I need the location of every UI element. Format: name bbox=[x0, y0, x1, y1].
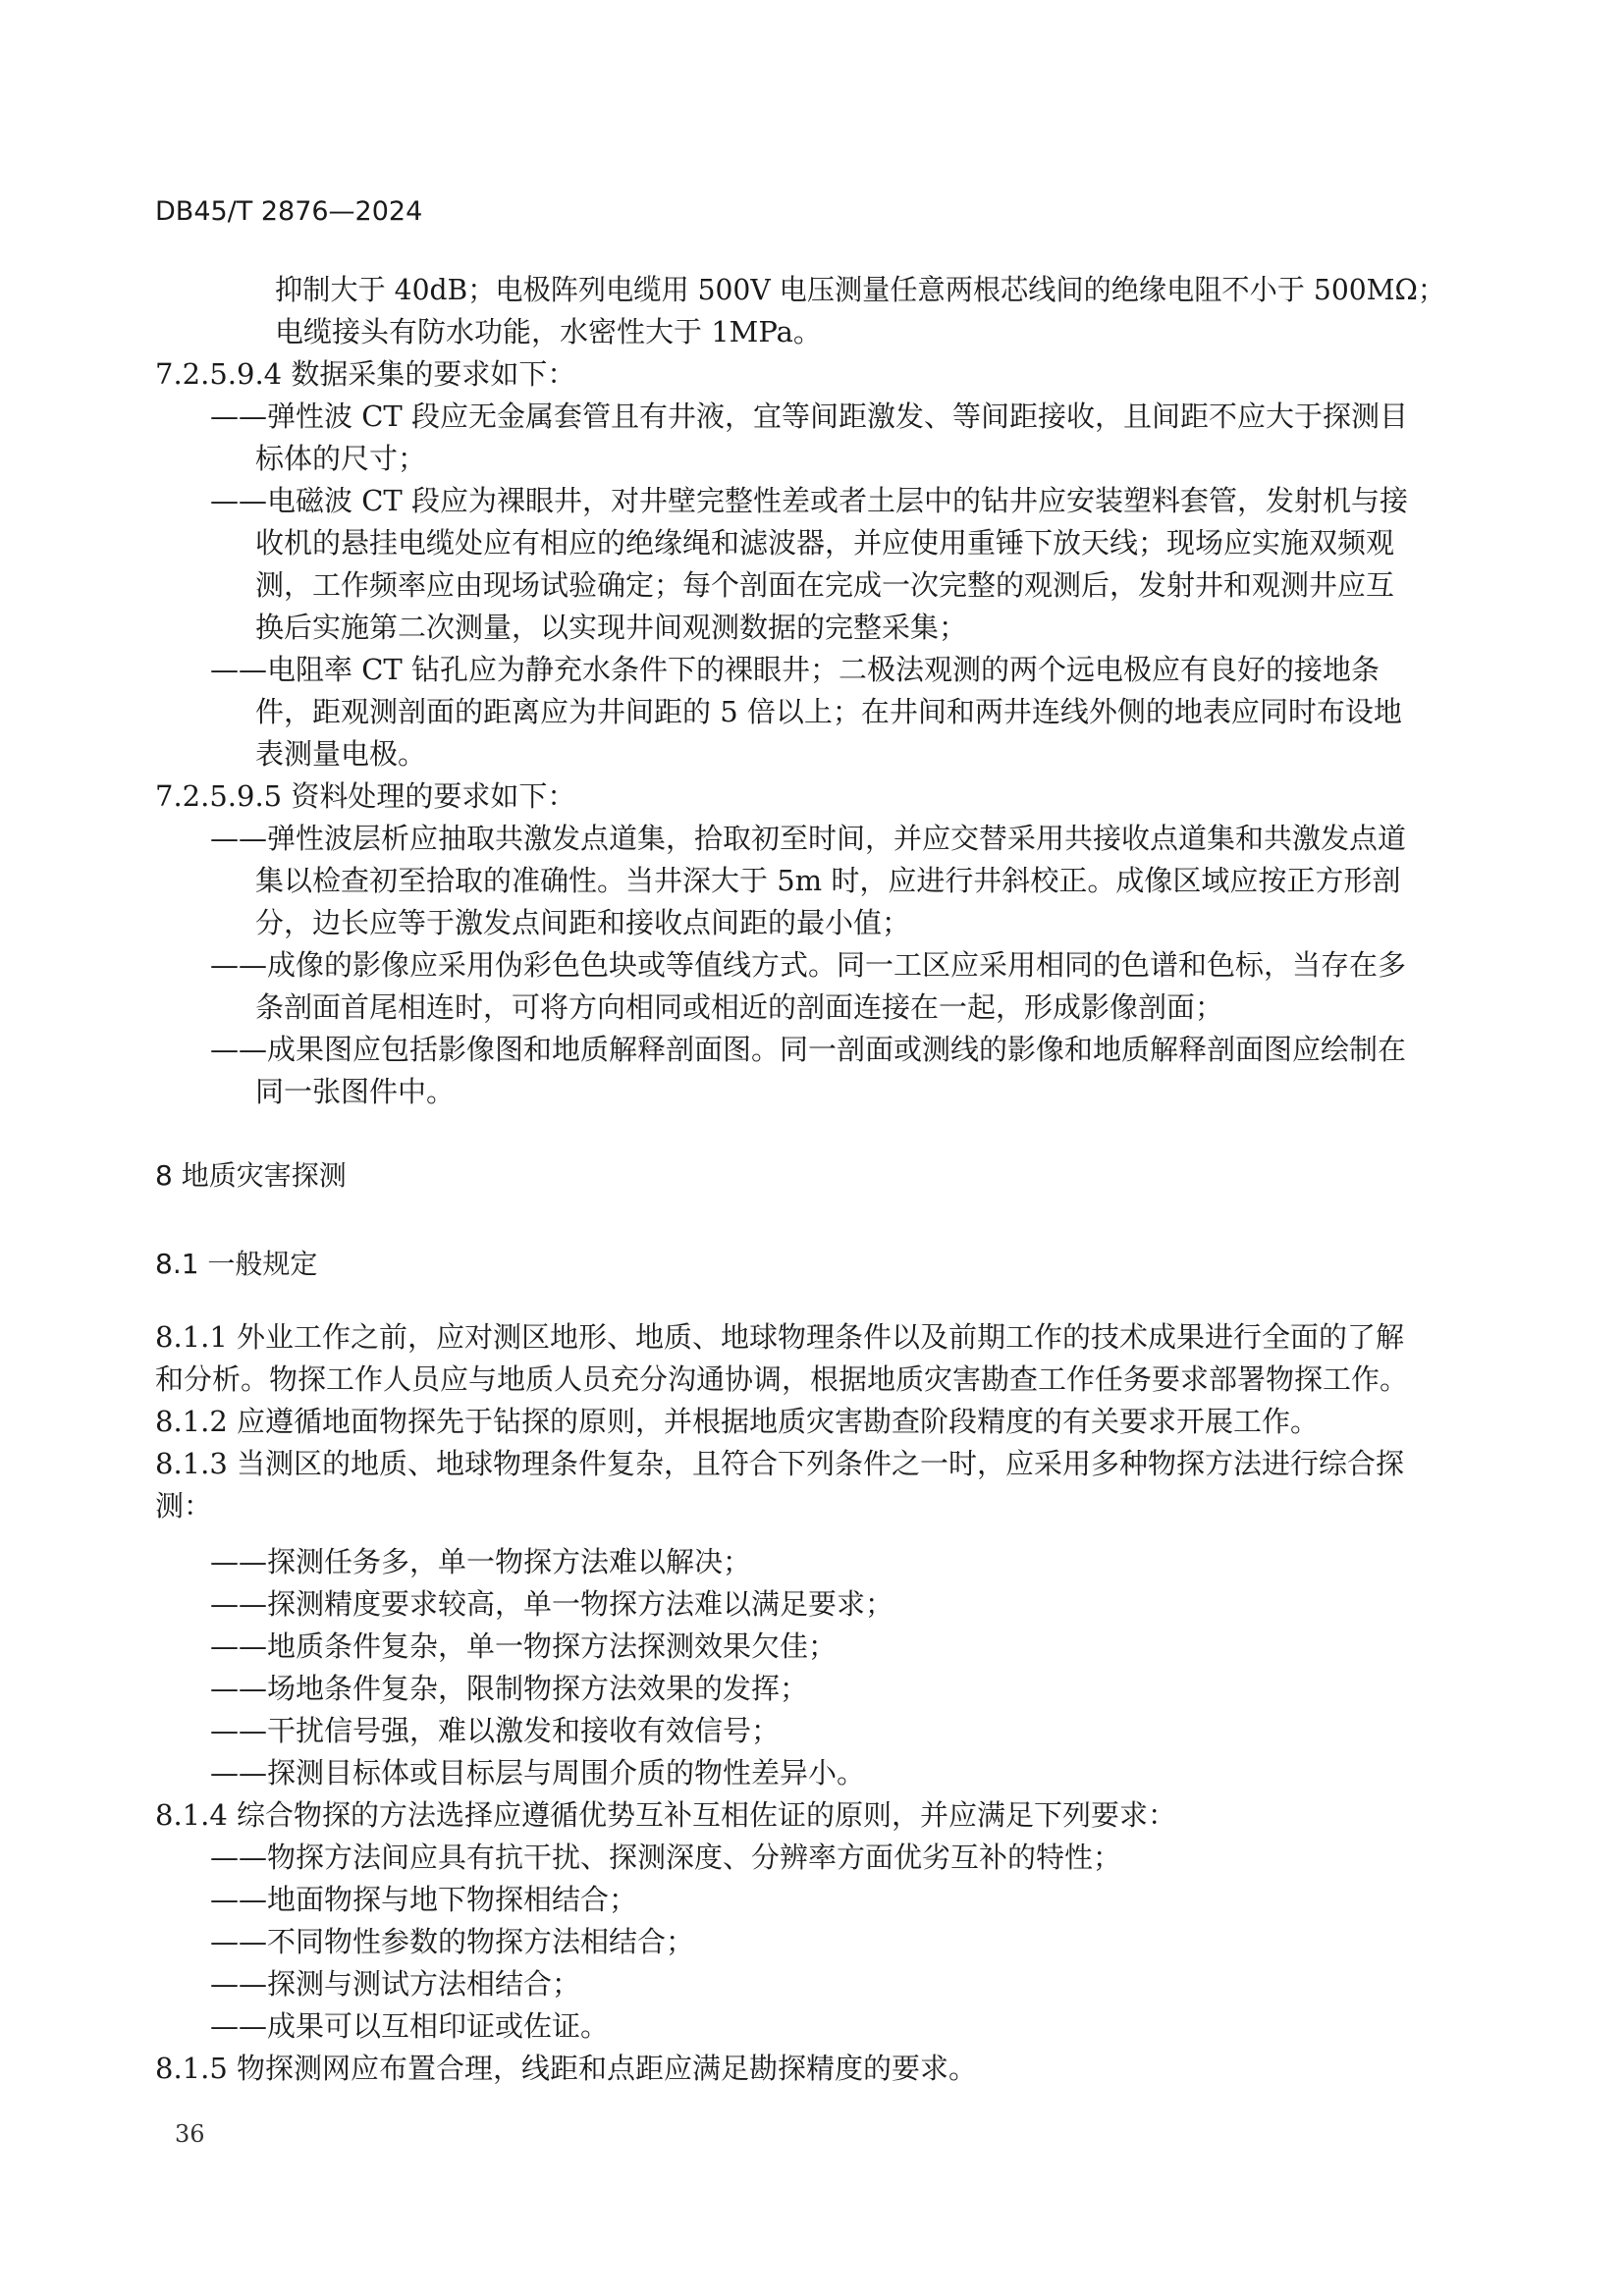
paragraph-line: 8.1.5 物探测网应布置合理，线距和点距应满足勘探精度的要求。 bbox=[155, 2052, 978, 2085]
paragraph-line: 8.1.4 综合物探的方法选择应遵循优势互补互相佐证的原则，并应满足下列要求： bbox=[155, 1798, 1177, 1832]
text-line: 条剖面首尾相连时，可将方向相同或相近的剖面连接在一起，形成影像剖面； bbox=[255, 990, 1224, 1024]
text-line: 标体的尺寸； bbox=[255, 442, 427, 475]
clause-heading: 7.2.5.9.5 资料处理的要求如下： bbox=[155, 779, 576, 813]
list-item: ——场地条件复杂，限制物探方法效果的发挥； bbox=[210, 1672, 809, 1705]
text-line: 表测量电极。 bbox=[255, 737, 427, 771]
list-item: ——弹性波层析应抽取共激发点道集，拾取初至时间，并应交替采用共接收点道集和共激发点道 bbox=[210, 822, 1407, 855]
list-item: ——地质条件复杂，单一物探方法探测效果欠佳； bbox=[210, 1629, 838, 1663]
list-item: ——成像的影像应采用伪彩色色块或等值线方式。同一工区应采用相同的色谱和色标，当存在多 bbox=[210, 948, 1407, 982]
list-item: ——探测任务多，单一物探方法难以解决； bbox=[210, 1545, 752, 1578]
text-line: 分，边长应等于激发点间距和接收点间距的最小值； bbox=[255, 906, 911, 939]
list-item: ——探测目标体或目标层与周围介质的物性差异小。 bbox=[210, 1756, 866, 1789]
subsection-heading: 8.1 一般规定 bbox=[155, 1248, 318, 1280]
text-line: 抑制大于 40dB；电极阵列电缆用 500V 电压测量任意两根芯线间的绝缘电阻不小于 500MΩ； bbox=[275, 273, 1446, 306]
list-item: ——干扰信号强，难以激发和接收有效信号； bbox=[210, 1714, 781, 1747]
text-line: 测，工作频率应由现场试验确定；每个剖面在完成一次完整的观测后，发射井和观测井应互 bbox=[255, 568, 1395, 602]
paragraph-line: 8.1.3 当测区的地质、地球物理条件复杂，且符合下列条件之一时，应采用多种物探方法进行综合探 bbox=[155, 1447, 1405, 1480]
paragraph-line: 8.1.1 外业工作之前，应对测区地形、地质、地球物理条件以及前期工作的技术成果进行全面的了解 bbox=[155, 1320, 1405, 1354]
list-item: ——地面物探与地下物探相结合； bbox=[210, 1883, 638, 1916]
section-heading: 8 地质灾害探测 bbox=[155, 1159, 347, 1192]
list-item: ——电阻率 CT 钻孔应为静充水条件下的裸眼井；二极法观测的两个远电极应有良好的接地条 bbox=[210, 653, 1380, 686]
list-item: ——弹性波 CT 段应无金属套管且有井液，宜等间距激发、等间距接收，且间距不应大于探测目 bbox=[210, 400, 1408, 433]
list-item: ——探测精度要求较高，单一物探方法难以满足要求； bbox=[210, 1587, 894, 1621]
text-line: 换后实施第二次测量，以实现井间观测数据的完整采集； bbox=[255, 611, 968, 644]
clause-heading: 7.2.5.9.4 数据采集的要求如下： bbox=[155, 357, 576, 391]
text-line: 集以检查初至拾取的准确性。当井深大于 5m 时，应进行井斜校正。成像区域应按正方形剖 bbox=[255, 864, 1401, 897]
paragraph-line: 测： bbox=[155, 1489, 213, 1522]
list-item: ——物探方法间应具有抗干扰、探测深度、分辨率方面优劣互补的特性； bbox=[210, 1841, 1122, 1874]
page-number: 36 bbox=[175, 2120, 205, 2148]
paragraph-line: 和分析。物探工作人员应与地质人员充分沟通协调，根据地质灾害勘查工作任务要求部署物探工作。 bbox=[155, 1362, 1409, 1396]
list-item: ——成果可以互相印证或佐证。 bbox=[210, 2009, 610, 2043]
list-item: ——不同物性参数的物探方法相结合； bbox=[210, 1925, 695, 1958]
list-item: ——成果图应包括影像图和地质解释剖面图。同一剖面或测线的影像和地质解释剖面图应绘制在 bbox=[210, 1033, 1407, 1066]
text-line: 收机的悬挂电缆处应有相应的绝缘绳和滤波器，并应使用重锤下放天线；现场应实施双频观 bbox=[255, 526, 1395, 560]
list-item: ——电磁波 CT 段应为裸眼井，对井壁完整性差或者土层中的钻井应安装塑料套管，发射机与接 bbox=[210, 484, 1408, 517]
paragraph-line: 8.1.2 应遵循地面物探先于钻探的原则，并根据地质灾害勘查阶段精度的有关要求开展工作。 bbox=[155, 1405, 1320, 1438]
list-item: ——探测与测试方法相结合； bbox=[210, 1967, 581, 2001]
text-line: 件，距观测剖面的距离应为井间距的 5 倍以上；在井间和两井连线外侧的地表应同时布设地 bbox=[255, 695, 1402, 728]
text-line: 电缆接头有防水功能，水密性大于 1MPa。 bbox=[275, 315, 822, 348]
text-line: 同一张图件中。 bbox=[255, 1075, 456, 1108]
document-id-header: DB45/T 2876—2024 bbox=[155, 196, 423, 227]
